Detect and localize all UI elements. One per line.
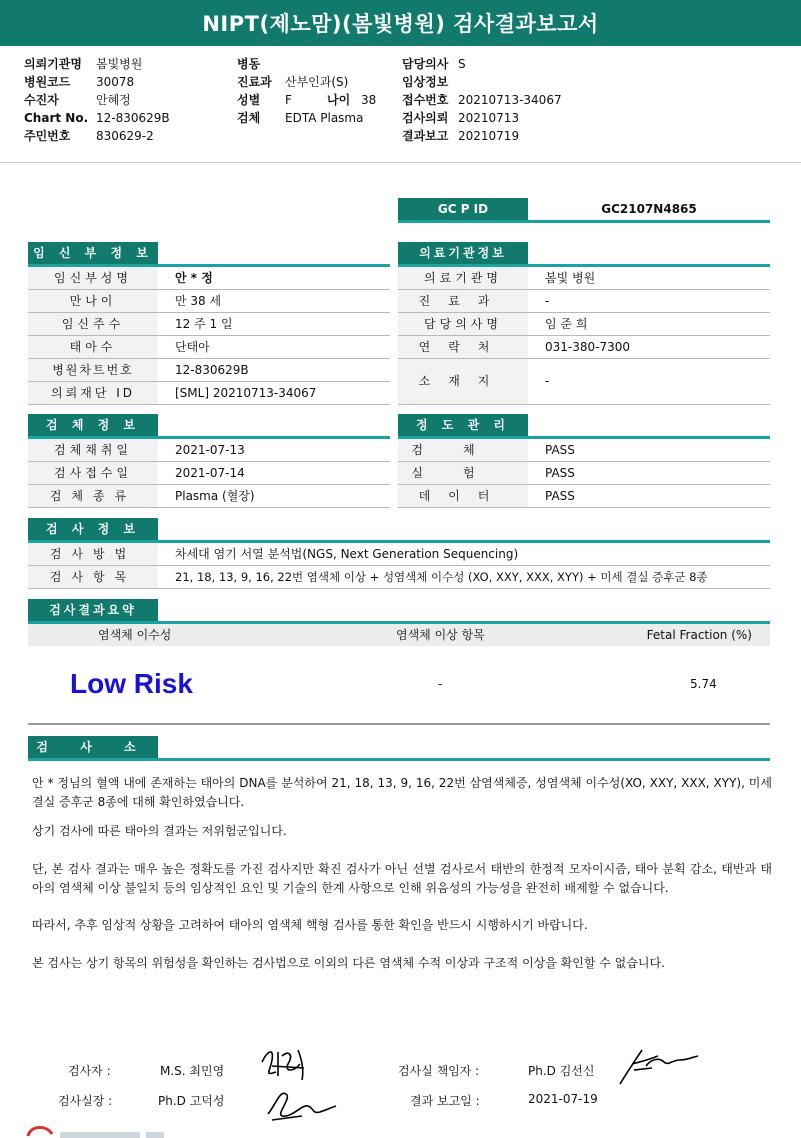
table-row: 실험 PASS [398,462,770,485]
result-summary-header [28,624,770,646]
remark-paragraph-1: 안 * 정님의 혈액 내에 존재하는 태아의 DNA를 분석하여 21, 18, 13, 9, 16, 22번 삼염색체증, 성염색체 이수성(XO, XXY, XXX, XYY), 미세 결실 증후군 8종에 대해 확인하였습니다. [32,776,772,809]
lab-manager-name: Ph.D 김선신 [528,1064,595,1078]
pregnant-info-table [28,267,390,405]
table-row: 병원차트번호 12-830629B [28,359,390,382]
remark-paragraph-2: 상기 검사에 따른 태아의 결과는 저위험군입니다. [32,824,287,838]
result-fetal-fraction: 5.74 [690,677,717,691]
col-aneuploidy: 염색체 이수성 [98,628,172,642]
lab-manager-signature [612,1044,702,1088]
remark-paragraph-3: 단, 본 검사 결과는 매우 높은 정확도를 가진 검사지만 확진 검사가 아닌 선별 검사로서 태반의 한정적 모자이시즘, 태아 분획 감소, 태반과 태아의 염색체 이상 불일치 등의 임상적인 요인 및 기술의 한계 사항으로 인해 위음성의 가능성을 완전히 배제할 수 없습니다. [32,862,772,895]
table-row: 임신주수 12 주 1 일 [28,313,390,336]
header-field: 의뢰기관명 봄빛병원 [24,57,143,71]
header-field: 병동 [237,57,261,71]
result-bottom-rule [28,723,770,725]
gcpid-value: GC2107N4865 [601,202,697,216]
table-row: 검체종류 Plasma (혈장) [28,485,390,508]
table-row: 연락처 031-380-7300 [398,336,770,359]
header-field: 검사의뢰 20210713 [402,111,520,125]
section-remarks: 검 사 소 견 [28,736,158,758]
table-row: 담당의사명 임 준 희 [398,313,770,336]
tester-signature [258,1042,314,1086]
report-title: NIPT(제노맘)(봄빛병원) 검사결과보고서 [0,0,801,46]
table-row: 소재지 - [398,359,770,405]
section-quality-control: 정 도 관 리 [398,414,528,436]
header-field: 수진자 안혜정 [24,93,131,107]
section-specimen-info: 검 체 정 보 [28,414,158,436]
tester-name: M.S. 최민영 [160,1064,225,1078]
remark-paragraph-5: 본 검사는 상기 항목의 위험성을 확인하는 검사법으로 이외의 다른 염색체 수적 이상과 구조적 이상을 확인할 수 없습니다. [32,956,665,970]
lab-chief-name: Ph.D 고덕성 [158,1094,225,1108]
header-field: 진료과 산부인과(S) [237,75,349,89]
specimen-info-table [28,439,390,508]
section-result-summary: 검사결과요약 [28,599,158,621]
report-date-value: 2021-07-19 [528,1092,598,1106]
table-row: 검체 PASS [398,439,770,462]
report-date-label: 결과 보고일 : [410,1094,480,1108]
lab-manager-label: 검사실 책임자 : [398,1064,480,1078]
table-row: 만나이 만 38 세 [28,290,390,313]
header-field: 검체 EDTA Plasma [237,111,364,125]
header-field: 병원코드 30078 [24,75,135,89]
header-field: 담당의사 S [402,57,466,71]
table-row: 검체채취일 2021-07-13 [28,439,390,462]
institution-info-table [398,267,770,405]
gcpid-line [398,220,770,223]
result-low-risk: Low Risk [70,668,193,699]
header-col1 [24,55,170,145]
table-row: 데이터 PASS [398,485,770,508]
header-field: 접수번호 20210713-34067 [402,93,562,107]
header-col3 [402,55,562,145]
table-row: 의뢰재단 ID [SML] 20210713-34067 [28,382,390,405]
tester-label: 검사자 : [68,1064,111,1078]
lab-chief-signature [262,1084,338,1124]
col-abnormal-items: 염색체 이상 항목 [396,628,485,642]
table-row: 검사방법 차세대 염기 서열 분석법(NGS, Next Generation Sequencing) [28,543,770,566]
header-col2 [237,55,376,127]
section-line [28,758,770,761]
age-value: 38 [361,93,377,107]
section-test-info: 검 사 정 보 [28,518,158,540]
header-field: 결과보고 20210719 [402,129,520,143]
table-row: 검사접수일 2021-07-14 [28,462,390,485]
header-field: Chart No. 12-830629B [24,111,170,125]
age-label: 나이 [327,93,351,107]
footer-logo-icon [24,1120,184,1138]
section-pregnant-info: 임 신 부 정 보 [28,242,158,264]
gcpid-label: GC P ID [398,198,528,220]
table-row: 검사항목 21, 18, 13, 9, 16, 22번 염색체 이상 + 성염색체 이수성 (XO, XXY, XXX, XYY) + 미세 결실 증후군 8종 [28,566,770,589]
header-field: 임상정보 [402,75,449,89]
remark-paragraph-4: 따라서, 추후 임상적 상황을 고려하여 태아의 염색체 핵형 검사를 통한 확인을 반드시 시행하시기 바랍니다. [32,918,588,932]
col-fetal-fraction: Fetal Fraction (%) [646,628,752,642]
quality-control-table [398,439,770,508]
lab-chief-label: 검사실장 : [58,1094,113,1108]
table-row: 임신부성명 안 * 정 [28,267,390,290]
table-row: 태아수 단태아 [28,336,390,359]
table-row: 의료기관명 봄빛 병원 [398,267,770,290]
section-institution-info: 의료기관정보 [398,242,528,264]
header-field: 주민번호 830629-2 [24,129,154,143]
table-row: 진료과 - [398,290,770,313]
header-field: 성별 F 나이 38 [237,93,377,107]
test-info-table [28,543,770,589]
result-abnormal: - [438,677,443,691]
header-divider [0,162,801,163]
